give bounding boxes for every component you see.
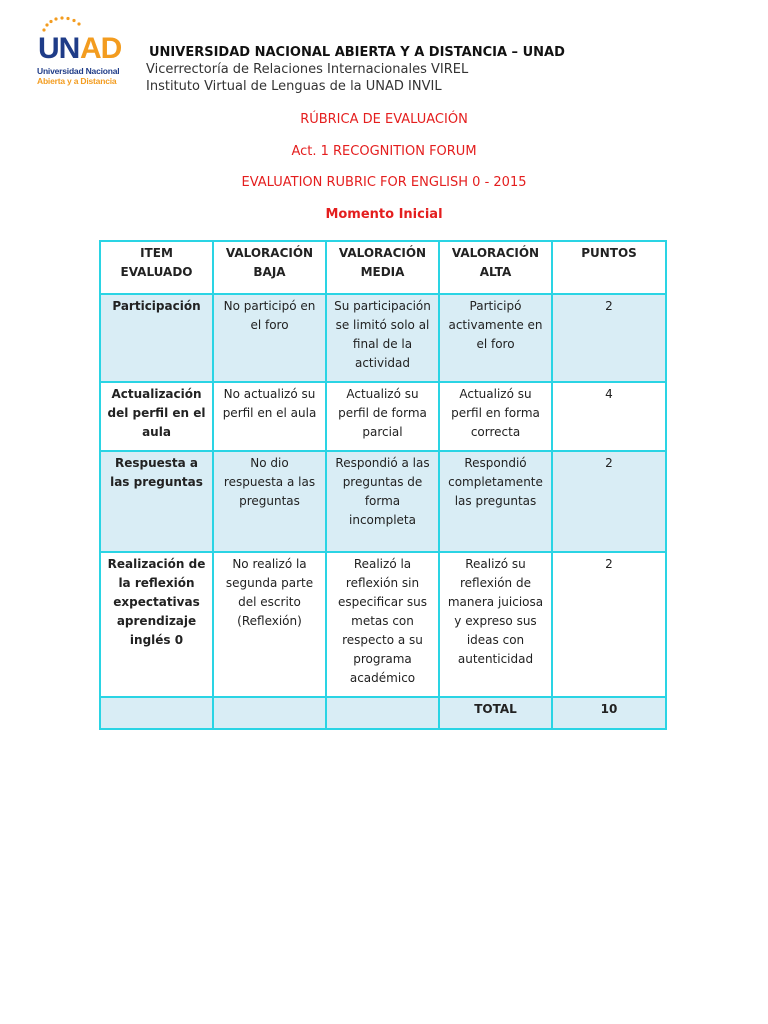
- vice-rectorate-line: Vicerrectoría de Relaciones Internacionales VIREL: [146, 62, 469, 77]
- header-baja: VALORACIÓN BAJA: [213, 241, 326, 294]
- row-media: Su participación se limitó solo al final de la actividad: [326, 294, 439, 382]
- logo-text-un: UN: [38, 32, 80, 65]
- row-baja: No dio respuesta a las preguntas: [213, 451, 326, 552]
- row-item: Realización de la reflexión expectativas aprendizaje inglés 0: [100, 552, 213, 697]
- empty-cell: [326, 697, 439, 729]
- table-row: [100, 552, 666, 697]
- evaluation-subtitle: EVALUATION RUBRIC FOR ENGLISH 0 - 2015: [241, 175, 527, 190]
- row-alta: Respondió completamente las preguntas: [439, 451, 552, 552]
- logo-subtitle-2: Abierta y a Distancia: [37, 76, 117, 86]
- rubric-table: [99, 240, 667, 730]
- row-baja: No realizó la segunda parte del escrito (Reflexión): [213, 552, 326, 697]
- row-alta: Realizó su reflexión de manera juiciosa y expreso sus ideas con autenticidad: [439, 552, 552, 697]
- institute-line: Instituto Virtual de Lenguas de la UNAD INVIL: [146, 79, 442, 94]
- activity-title: Act. 1 RECOGNITION FORUM: [291, 144, 477, 159]
- row-item: Actualización del perfil en el aula: [100, 382, 213, 451]
- table-row: [100, 451, 666, 552]
- header-alta: VALORACIÓN ALTA: [439, 241, 552, 294]
- empty-cell: [213, 697, 326, 729]
- logo-subtitle-1: Universidad Nacional: [37, 66, 120, 76]
- row-puntos: 2: [552, 451, 666, 552]
- empty-cell: [100, 697, 213, 729]
- header-media: VALORACIÓN MEDIA: [326, 241, 439, 294]
- row-media: Realizó la reflexión sin especificar sus metas con respecto a su programa académico: [326, 552, 439, 697]
- table-row: [100, 382, 666, 451]
- total-value: 10: [552, 697, 666, 729]
- row-baja: No actualizó su perfil en el aula: [213, 382, 326, 451]
- row-media: Respondió a las preguntas de forma incompleta: [326, 451, 439, 552]
- unad-logo: [36, 16, 128, 88]
- header-puntos: PUNTOS: [552, 241, 666, 294]
- row-puntos: 2: [552, 294, 666, 382]
- row-item: Participación: [100, 294, 213, 382]
- table-header-row: [100, 241, 666, 294]
- total-row: [100, 697, 666, 729]
- row-puntos: 2: [552, 552, 666, 697]
- row-alta: Actualizó su perfil en forma correcta: [439, 382, 552, 451]
- row-item: Respuesta a las preguntas: [100, 451, 213, 552]
- rubric-title: RÚBRICA DE EVALUACIÓN: [300, 112, 468, 127]
- row-puntos: 4: [552, 382, 666, 451]
- table-row: [100, 294, 666, 382]
- row-media: Actualizó su perfil de forma parcial: [326, 382, 439, 451]
- university-name: UNIVERSIDAD NACIONAL ABIERTA Y A DISTANCIA – UNAD: [149, 45, 565, 60]
- row-baja: No participó en el foro: [213, 294, 326, 382]
- header-item: ITEM EVALUADO: [100, 241, 213, 294]
- logo-text-ad: AD: [80, 32, 122, 65]
- unad-logo-graphic: [36, 16, 128, 66]
- moment-title: Momento Inicial: [325, 207, 443, 222]
- row-alta: Participó activamente en el foro: [439, 294, 552, 382]
- total-label: TOTAL: [439, 697, 552, 729]
